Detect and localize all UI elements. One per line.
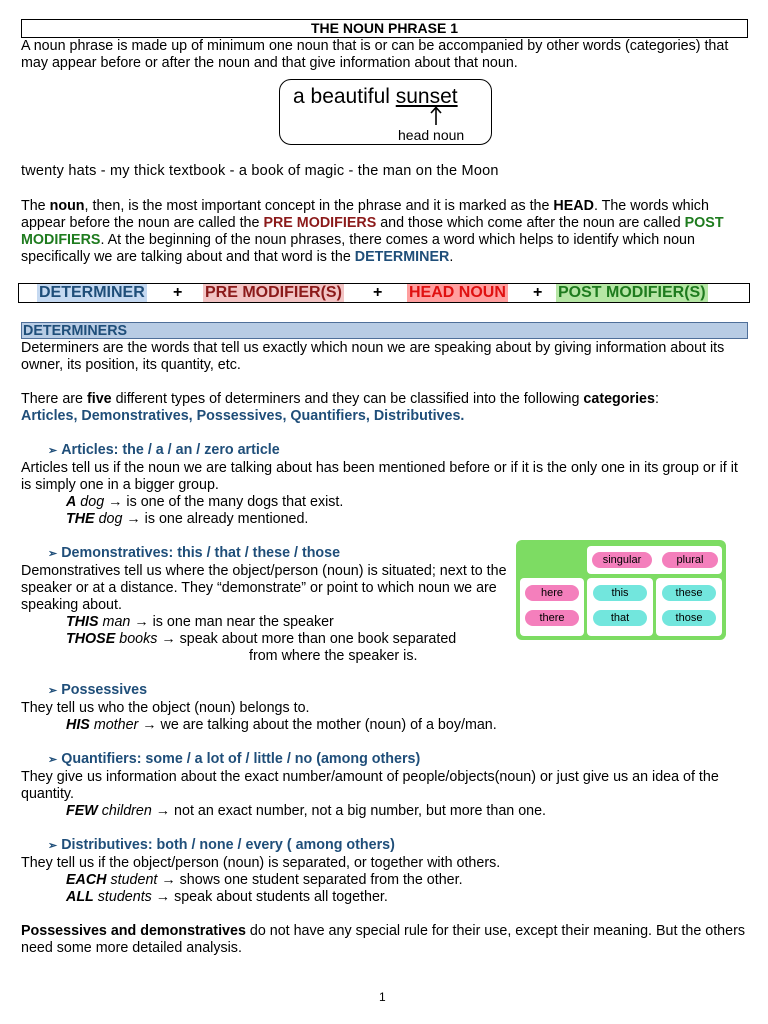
formula-post-modifier: POST MODIFIER(S): [558, 284, 706, 301]
text-span: do not have any special rule for their use, except their meaning. But the others need some more detailed analysis.: [21, 923, 745, 956]
example-noun: students: [93, 889, 152, 905]
head-term: HEAD: [553, 198, 594, 214]
example-noun: man: [98, 614, 131, 630]
demonstratives-text: Demonstratives tell us where the object/person (noun) is situated; next to the speaker or at a distance. They “demonstrate” or point to which noun we are speaking about.: [21, 563, 507, 613]
text-span: . The words which appear before the noun are called the: [21, 198, 709, 231]
example-noun: dog: [76, 494, 105, 510]
example-explanation: → speak about more than one book separated: [157, 631, 457, 647]
quantifiers-example: [21, 803, 748, 820]
distributives-example-1: [21, 872, 748, 889]
page-title: THE NOUN PHRASE 1: [21, 19, 748, 38]
text-span: The: [21, 198, 50, 214]
possessives-text: They tell us who the object (noun) belongs to.: [21, 700, 310, 716]
post-modifiers-term: POST MODIFIERS: [21, 215, 724, 248]
articles-example-1: [21, 494, 748, 511]
demonstratives-example-2-continued: from where the speaker is.: [249, 648, 418, 664]
example-phrase-head: sunset: [395, 85, 458, 108]
that-pill: that: [593, 610, 647, 626]
bullet-heading-text: Articles: the / a / an / zero article: [61, 442, 280, 458]
determiners-body: [21, 340, 748, 957]
possessives-heading: [21, 682, 748, 700]
text-span: different types of determiners and they can be classified into the following: [111, 391, 584, 407]
formula-plus: +: [373, 284, 383, 301]
noun-term: noun: [49, 198, 85, 214]
example-determiner: THOSE: [66, 631, 116, 647]
text-span: .: [449, 249, 454, 265]
example-noun: dog: [94, 511, 123, 527]
closing-paragraph: [21, 923, 748, 957]
categories-list: Articles, Demonstratives, Possessives, Quantifiers, Distributives.: [21, 408, 465, 424]
articles-heading: [21, 442, 748, 460]
quantifiers-text: They give us information about the exact number/amount of people/objects(noun) or just give us an idea of the quantity.: [21, 769, 719, 802]
formula-pre-modifier: PRE MODIFIER(S): [205, 284, 342, 301]
text-span: , then, is the most important concept in the phrase and it is marked as the: [84, 198, 554, 214]
those-pill: those: [662, 610, 716, 626]
bullet-heading-text: Distributives: both / none / every ( among others): [61, 837, 395, 853]
singular-pill: singular: [592, 552, 652, 568]
example-determiner: A: [66, 494, 77, 510]
example-determiner: HIS: [66, 717, 90, 733]
example-noun: books: [115, 631, 158, 647]
arrowhead-bullet-icon: ➢: [48, 548, 58, 560]
closing-bold-term: Possessives and demonstratives: [21, 923, 246, 939]
there-pill: there: [525, 610, 579, 626]
five-term: five: [86, 391, 112, 407]
determiner-term: DETERMINER: [354, 249, 450, 265]
formula-plus: +: [533, 284, 543, 301]
plural-pill: plural: [662, 552, 718, 568]
pre-modifiers-term: PRE MODIFIERS: [263, 215, 377, 231]
distributives-heading: [21, 837, 748, 855]
demonstratives-table-graphic: [516, 540, 726, 640]
examples-line: twenty hats - my thick textbook - a book of magic - the man on the Moon: [21, 163, 499, 179]
formula-determiner: DETERMINER: [39, 284, 145, 301]
example-explanation: → is one of the many dogs that exist.: [104, 494, 344, 510]
arrowhead-bullet-icon: ➢: [48, 445, 58, 457]
noun-phrase-formula: [18, 283, 750, 303]
example-phrase-modifier: a beautiful: [293, 85, 396, 108]
articles-example-2: [21, 511, 748, 528]
these-pill: these: [662, 585, 716, 601]
this-pill: this: [593, 585, 647, 601]
example-noun: mother: [89, 717, 139, 733]
example-explanation: → not an exact number, not a big number, but more than one.: [151, 803, 547, 819]
here-pill: here: [525, 585, 579, 601]
text-span: . At the beginning of the noun phrases, there comes a word which helps to identify which noun specifically we are talking about and that word is the: [21, 232, 695, 265]
distributives-example-2: [21, 889, 748, 906]
example-determiner: FEW: [66, 803, 98, 819]
text-span: There are: [21, 391, 87, 407]
example-determiner: THIS: [66, 614, 99, 630]
arrowhead-bullet-icon: ➢: [48, 754, 58, 766]
arrowhead-bullet-icon: ➢: [48, 840, 58, 852]
articles-text: Articles tell us if the noun we are talking about has been mentioned before or if it is the only one in its group or if it is simply one in a bigger group.: [21, 460, 738, 493]
bullet-heading-text: Demonstratives: this / that / these / those: [61, 545, 341, 561]
example-noun: student: [106, 872, 158, 888]
example-explanation: → shows one student separated from the other.: [157, 872, 463, 888]
formula-head-noun: HEAD NOUN: [409, 284, 506, 301]
five-types-paragraph: [21, 391, 748, 408]
quantifiers-heading: [21, 751, 748, 769]
categories-term: categories: [583, 391, 655, 407]
example-determiner: ALL: [66, 889, 94, 905]
example-noun: children: [97, 803, 152, 819]
distributives-text: They tell us if the object/person (noun) is separated, or together with others.: [21, 855, 501, 871]
example-explanation: → is one man near the speaker: [130, 614, 334, 630]
example-determiner: EACH: [66, 872, 107, 888]
example-explanation: → we are talking about the mother (noun) of a boy/man.: [138, 717, 497, 733]
intro-paragraph: A noun phrase is made up of minimum one noun that is or can be accompanied by other words (categories) that may appear before or after the noun and that give information about that noun.: [21, 38, 729, 71]
example-determiner: THE: [66, 511, 95, 527]
formula-plus: +: [173, 284, 183, 301]
page-number: 1: [379, 990, 386, 1004]
example-explanation: → speak about students all together.: [151, 889, 388, 905]
arrowhead-bullet-icon: ➢: [48, 685, 58, 697]
head-noun-label: head noun: [398, 127, 465, 143]
example-phrase-box: [279, 79, 492, 145]
text-span: :: [654, 391, 659, 407]
head-modifiers-paragraph: [21, 198, 748, 266]
possessives-example: [21, 717, 748, 734]
section-heading-determiners: DETERMINERS: [21, 322, 748, 339]
text-span: and those which come after the noun are called: [376, 215, 685, 231]
bullet-heading-text: Quantifiers: some / a lot of / little / no (among others): [61, 751, 421, 767]
bullet-heading-text: Possessives: [61, 682, 148, 698]
determiners-intro: Determiners are the words that tell us exactly which noun we are speaking about by giving information about its owner, its position, its quantity, etc.: [21, 340, 725, 373]
example-explanation: → is one already mentioned.: [122, 511, 309, 527]
arrow-up-icon: [429, 106, 443, 126]
